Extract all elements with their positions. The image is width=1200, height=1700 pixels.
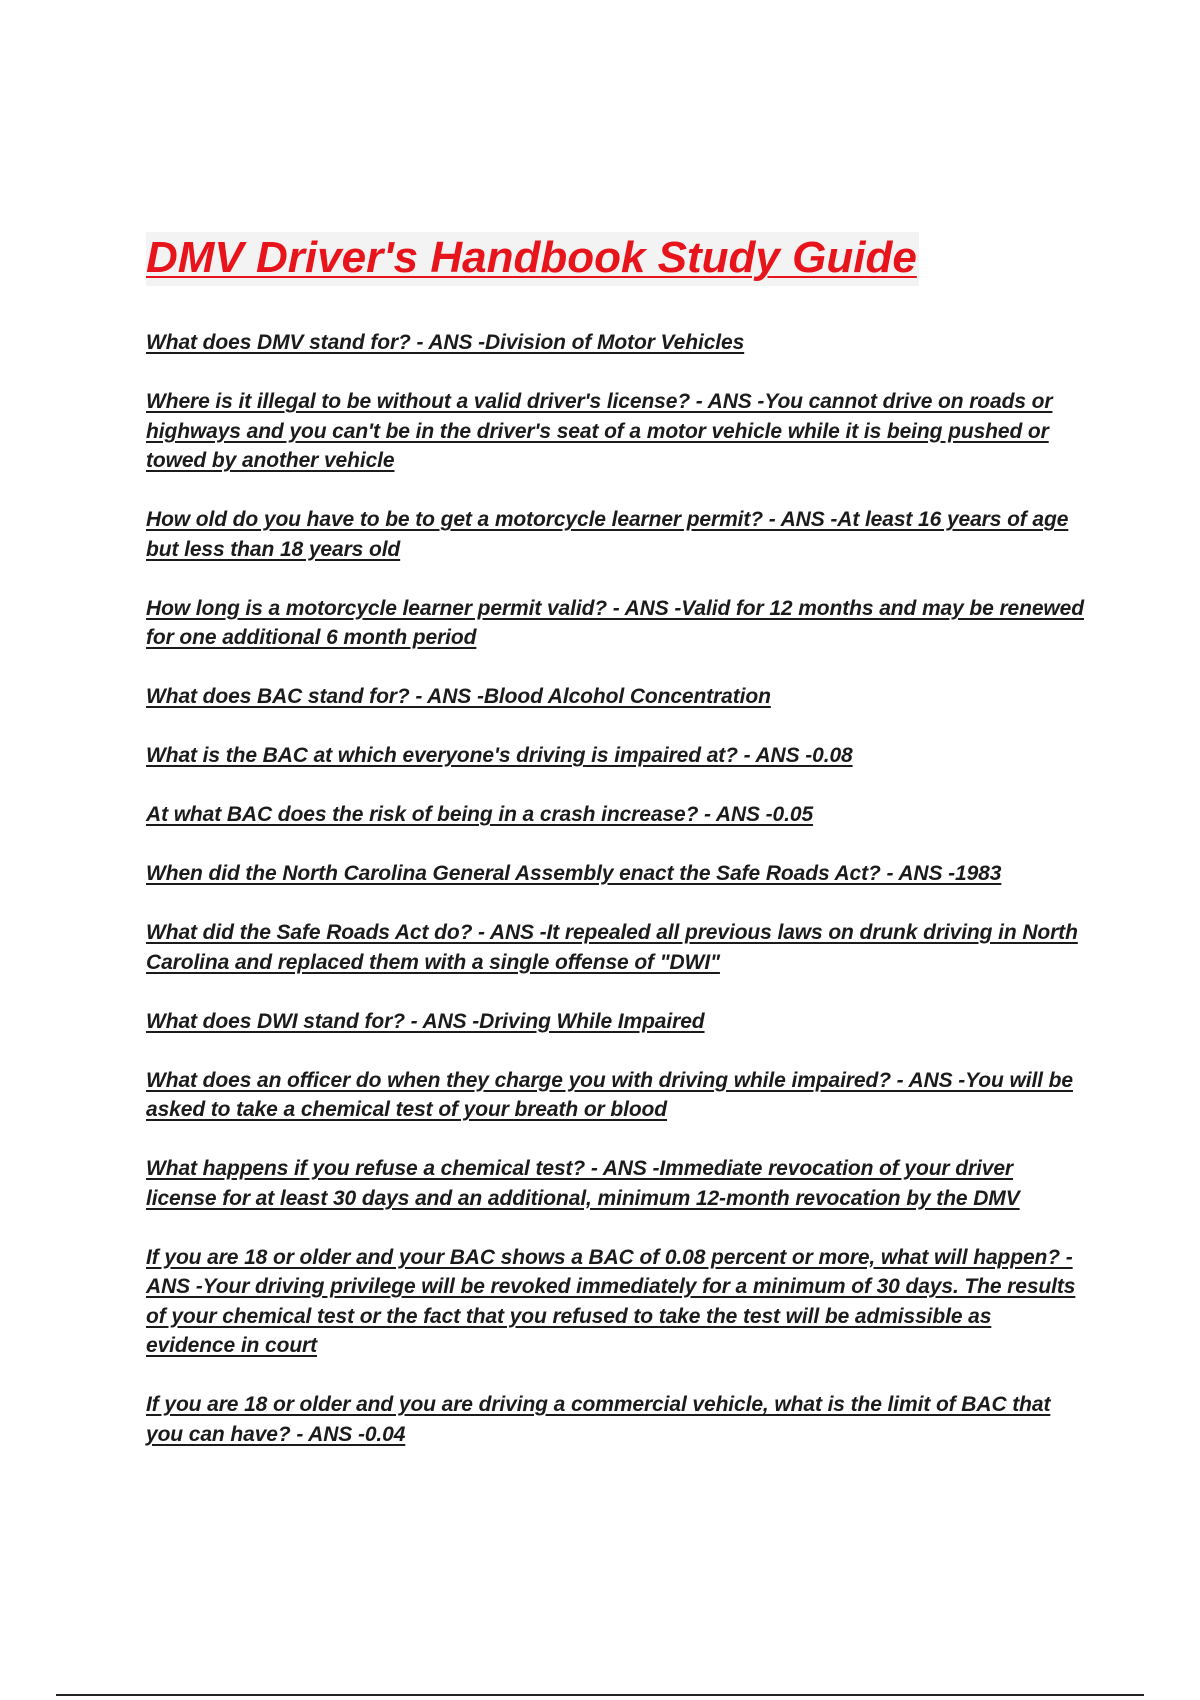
qa-item: What does BAC stand for? - ANS -Blood Alcohol Concentration xyxy=(146,685,771,708)
qa-item: How old do you have to be to get a motorcycle learner permit? - ANS -At least 16 years of age but less than 18 years old xyxy=(146,508,1069,561)
qa-item: What is the BAC at which everyone's driving is impaired at? - ANS -0.08 xyxy=(146,744,853,767)
qa-item: Where is it illegal to be without a valid driver's license? - ANS -You cannot drive on roads or highways and you can't be in the driver's seat of a motor vehicle while it is being pushed or towed by another vehicle xyxy=(146,390,1053,472)
qa-item: At what BAC does the risk of being in a crash increase? - ANS -0.05 xyxy=(146,803,814,826)
qa-item: How long is a motorcycle learner permit valid? - ANS -Valid for 12 months and may be renewed for one additional 6 month period xyxy=(146,596,1084,649)
qa-item: What does DWI stand for? - ANS -Driving While Impaired xyxy=(146,1009,705,1033)
document-page xyxy=(146,232,1086,1479)
qa-item: If you are 18 or older and you are driving a commercial vehicle, what is the limit of BAC that you can have? - ANS -0.04 xyxy=(146,1393,1051,1446)
page-title: DMV Driver's Handbook Study Guide xyxy=(146,233,917,282)
qa-item: What does DMV stand for? - ANS -Division of Motor Vehicles xyxy=(146,331,745,354)
qa-item: What does an officer do when they charge you with driving while impaired? - ANS -You will be asked to take a chemical test of your breath or blood xyxy=(146,1068,1073,1121)
qa-item: If you are 18 or older and your BAC shows a BAC of 0.08 percent or more, what will happen? - ANS -Your driving privilege will be revoked immediately for a minimum of 30 days. The results of your chemical test or the fact that you refused to take the test will be admissible as evidence in court xyxy=(146,1245,1076,1357)
footer-divider xyxy=(56,1694,1144,1696)
qa-item: What happens if you refuse a chemical test? - ANS -Immediate revocation of your driver license for at least 30 days and an additional, minimum 12-month revocation by the DMV xyxy=(146,1157,1020,1210)
qa-list xyxy=(146,328,1086,1449)
qa-item: When did the North Carolina General Assembly enact the Safe Roads Act? - ANS -1983 xyxy=(146,862,1002,885)
title-highlight xyxy=(146,232,919,286)
qa-item: What did the Safe Roads Act do? - ANS -It repealed all previous laws on drunk driving in North Carolina and replaced them with a single offense of "DWI" xyxy=(146,921,1078,974)
